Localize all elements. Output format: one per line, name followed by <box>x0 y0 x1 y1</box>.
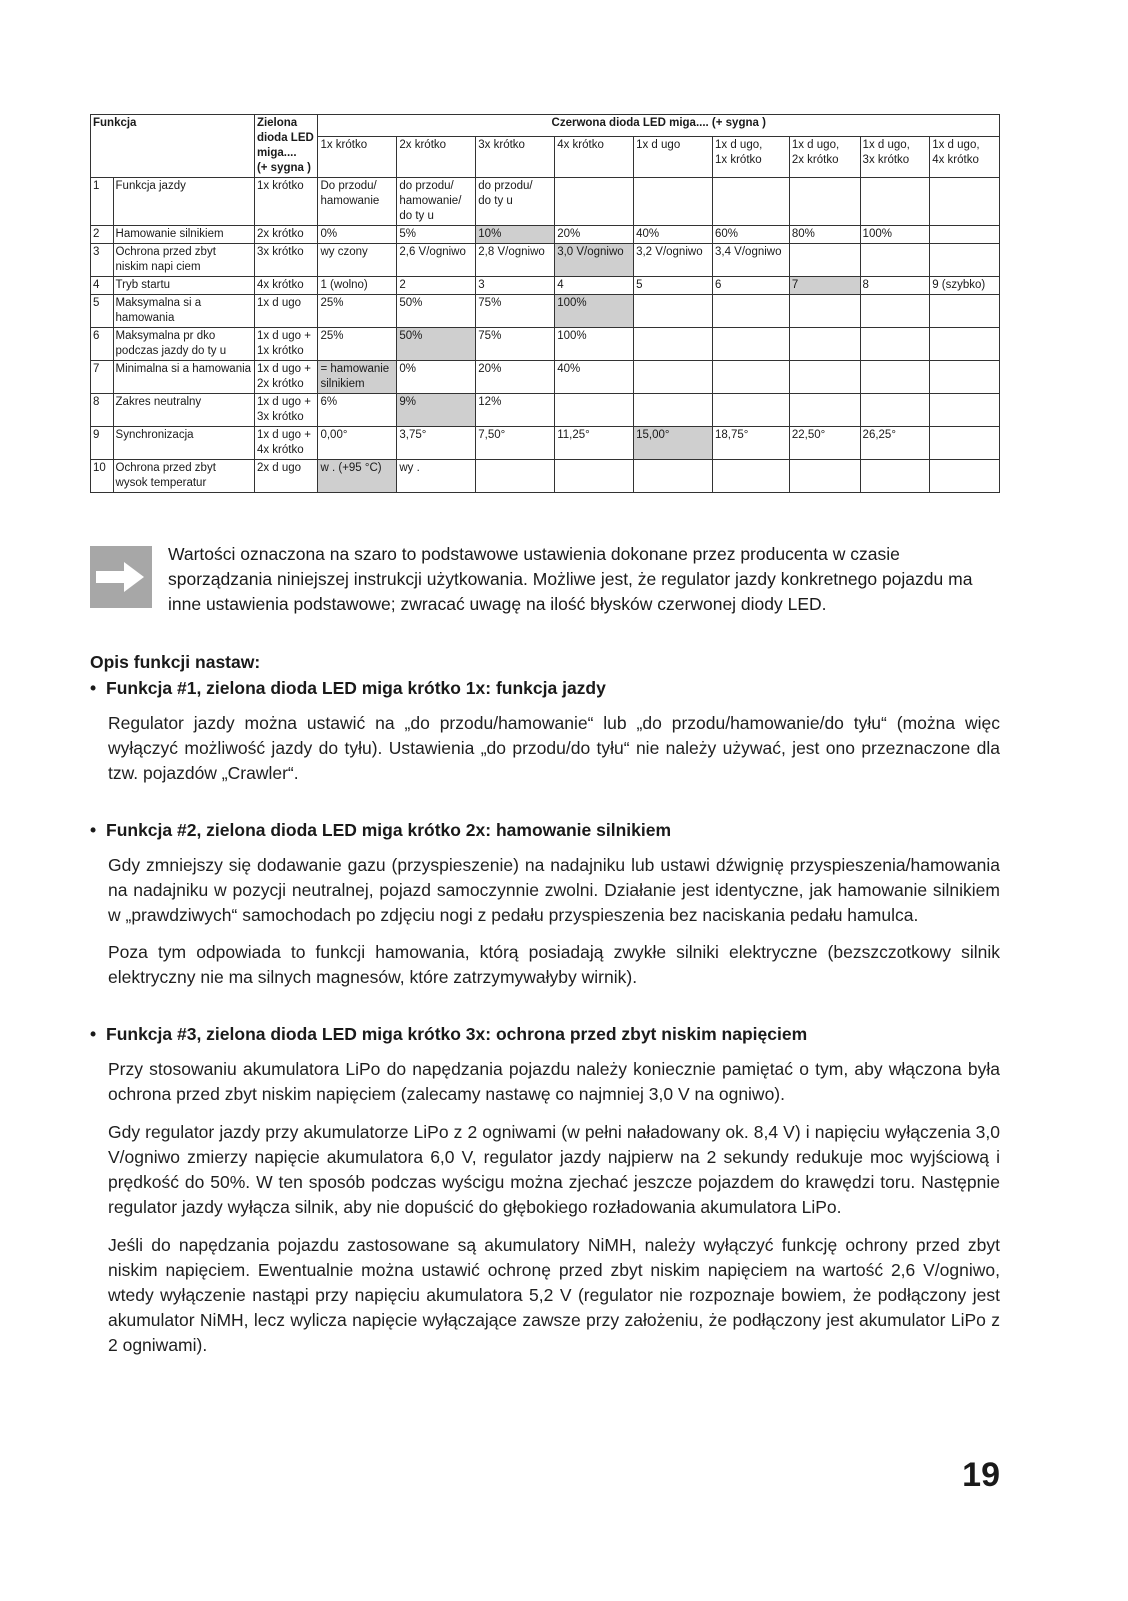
table-row <box>91 244 1000 277</box>
row-value: 15,00° <box>634 427 713 460</box>
row-value: 6 <box>713 277 790 295</box>
row-value: 3,4 V/ogniwo <box>713 244 790 277</box>
row-green-led: 1x d ugo + 2x krótko <box>254 361 318 394</box>
row-value: 11,25° <box>555 427 634 460</box>
row-value <box>860 460 930 493</box>
row-value <box>860 295 930 328</box>
row-value: 40% <box>555 361 634 394</box>
row-function-name: Ochrona przed zbyt niskim napi ciem <box>113 244 254 277</box>
row-value <box>930 295 1000 328</box>
row-value: 60% <box>713 226 790 244</box>
header-column: 2x krótko <box>397 137 476 178</box>
paragraph: Gdy zmniejszy się dodawanie gazu (przyspieszenie) na nadajniku lub ustawi dźwignię przyspieszenia/hamowania na nadajniku w pozycji neutralnej, pojazd samoczynnie zwolni. Działanie jest identyczne, jak hamowanie silnikiem w „prawdziwych“ samochodach po zdjęciu nogi z pedału przyspieszenia bez naciskania pedału hamulca. <box>108 855 1000 925</box>
row-value <box>860 361 930 394</box>
table-row <box>91 277 1000 295</box>
row-value: 20% <box>555 226 634 244</box>
paragraph: Przy stosowaniu akumulatora LiPo do napędzania pojazdu należy koniecznie pamiętać o tym, aby włączona była ochrona przed zbyt niskim napięciem (zalecamy nastawę co najmniej 3,0 V na ogniwo). <box>108 1059 1000 1104</box>
row-value: 10% <box>476 226 555 244</box>
row-value: 4 <box>555 277 634 295</box>
row-value: 3,0 V/ogniwo <box>555 244 634 277</box>
row-value: 75% <box>476 295 555 328</box>
row-value: 18,75° <box>713 427 790 460</box>
row-value <box>555 460 634 493</box>
row-value <box>555 394 634 427</box>
paragraph: Regulator jazdy można ustawić na „do przodu/hamowanie“ lub „do przodu/hamowanie/do tyłu“ (można więc wyłączyć możliwość jazdy do tyłu). Ustawienia „do przodu/do tyłu“ nie należy używać, jest ono przeznaczone dla tzw. pojazdów „Crawler“. <box>108 713 1000 783</box>
row-value <box>713 295 790 328</box>
header-column: 1x d ugo <box>634 137 713 178</box>
table-row <box>91 394 1000 427</box>
row-value <box>789 295 860 328</box>
row-green-led: 1x d ugo + 1x krótko <box>254 328 318 361</box>
row-function-name: Synchronizacja <box>113 427 254 460</box>
table-row <box>91 460 1000 493</box>
row-value: 2,6 V/ogniwo <box>397 244 476 277</box>
bullet-heading-2: • Funkcja #2, zielona dioda LED miga krótko 2x: hamowanie silnikiem <box>90 820 672 840</box>
row-value: 8 <box>860 277 930 295</box>
header-column: 1x d ugo, 3x krótko <box>860 137 930 178</box>
row-value <box>476 460 555 493</box>
row-value <box>634 460 713 493</box>
row-value <box>930 460 1000 493</box>
row-value: 25% <box>318 328 397 361</box>
settings-table <box>90 114 1000 493</box>
table-row <box>91 295 1000 328</box>
row-value <box>930 328 1000 361</box>
header-column: 1x d ugo, 1x krótko <box>713 137 790 178</box>
table-row <box>91 427 1000 460</box>
row-function-name: Zakres neutralny <box>113 394 254 427</box>
row-value <box>860 328 930 361</box>
row-value <box>713 178 790 226</box>
header-column: 1x d ugo, 2x krótko <box>789 137 860 178</box>
row-function-name: Ochrona przed zbyt wysok temperatur <box>113 460 254 493</box>
row-value: 75% <box>476 328 555 361</box>
row-number: 3 <box>91 244 114 277</box>
paragraph: Jeśli do napędzania pojazdu zastosowane są akumulatory NiMH, należy wyłączyć funkcję ochrony przed zbyt niskim napięciem. Ewentualnie można ustawić ochronę przed zbyt niskim napięciem na wartość 2,6 V/ogniwo, wtedy wyłączenie nastąpi przy napięciu akumulatora 5,2 V (regulator nie rozpoznaje bowiem, że podłączony jest akumulator NiMH, lecz wylicza napięcie wyłączające zawsze przy założeniu, że podłączony jest akumulator LiPo z 2 ogniwami). <box>108 1235 1000 1355</box>
row-value: 7,50° <box>476 427 555 460</box>
row-value <box>860 394 930 427</box>
row-green-led: 2x krótko <box>254 226 318 244</box>
row-value <box>713 460 790 493</box>
row-value <box>930 427 1000 460</box>
row-value: w . (+95 °C) <box>318 460 397 493</box>
row-function-name: Minimalna si a hamowania <box>113 361 254 394</box>
row-value: 1 (wolno) <box>318 277 397 295</box>
row-value: 12% <box>476 394 555 427</box>
row-value <box>555 178 634 226</box>
arrow-right-icon <box>90 546 152 608</box>
row-value <box>789 394 860 427</box>
row-green-led: 1x d ugo + 3x krótko <box>254 394 318 427</box>
row-green-led: 3x krótko <box>254 244 318 277</box>
row-value <box>634 295 713 328</box>
row-value: 80% <box>789 226 860 244</box>
row-function-name: Maksymalna si a hamowania <box>113 295 254 328</box>
row-value: 0% <box>318 226 397 244</box>
row-value <box>930 226 1000 244</box>
row-value: 9% <box>397 394 476 427</box>
row-function-name: Funkcja jazdy <box>113 178 254 226</box>
row-value: do przodu/ hamowanie/ do ty u <box>397 178 476 226</box>
row-value: wy . <box>397 460 476 493</box>
row-green-led: 1x d ugo <box>254 295 318 328</box>
row-number: 10 <box>91 460 114 493</box>
table-row <box>91 178 1000 226</box>
row-value <box>634 328 713 361</box>
row-value: 2 <box>397 277 476 295</box>
row-value: 20% <box>476 361 555 394</box>
row-function-name: Maksymalna pr dko podczas jazdy do ty u <box>113 328 254 361</box>
row-function-name: Hamowanie silnikiem <box>113 226 254 244</box>
row-value <box>713 394 790 427</box>
header-column: 1x d ugo, 4x krótko <box>930 137 1000 178</box>
table-row <box>91 226 1000 244</box>
row-number: 4 <box>91 277 114 295</box>
table-row <box>91 328 1000 361</box>
row-value: 40% <box>634 226 713 244</box>
row-value <box>789 361 860 394</box>
table-row <box>91 361 1000 394</box>
row-value: 25% <box>318 295 397 328</box>
paragraph: Gdy regulator jazdy przy akumulatorze LiPo z 2 ogniwami (w pełni naładowany ok. 8,4 V) i napięciu wyłączenia 3,0 V/ogniwo zmierzy napięcie akumulatora 6,0 V, regulator jazdy najpierw na 2 sekundy redukuje moc wyjściową i prędkość do 50%. W ten sposób podczas wyścigu można zjechać jeszcze pojazdem do krawędzi toru. Następnie regulator jazdy wyłącza silnik, aby nie dopuścić do głębokiego rozładowania akumulatora LiPo. <box>108 1122 1000 1217</box>
row-green-led: 1x krótko <box>254 178 318 226</box>
row-value: 3,75° <box>397 427 476 460</box>
bullet-heading-3: • Funkcja #3, zielona dioda LED miga krótko 3x: ochrona przed zbyt niskim napięciem <box>90 1024 808 1044</box>
note-text: Wartości oznaczona na szaro to podstawowe ustawienia dokonane przez producenta w czasie sporządzania niniejszej instrukcji użytkowania. Możliwe jest, że regulator jazdy konkretnego pojazdu ma inne ustawienia podstawowe; zwracać uwagę na ilość błysków czerwonej diody LED. <box>168 544 973 614</box>
paragraph: Poza tym odpowiada to funkcji hamowania, którą posiadają zwykłe silniki elektryczne (bezszczotkowy silnik elektryczny nie ma silnych magnesów, które zatrzymywałyby wirnik). <box>108 942 1000 987</box>
row-value: 6% <box>318 394 397 427</box>
row-value: wy czony <box>318 244 397 277</box>
row-value: 26,25° <box>860 427 930 460</box>
header-column: 3x krótko <box>476 137 555 178</box>
row-green-led: 1x d ugo + 4x krótko <box>254 427 318 460</box>
row-number: 7 <box>91 361 114 394</box>
header-column: 4x krótko <box>555 137 634 178</box>
row-function-name: Tryb startu <box>113 277 254 295</box>
header-zielona: Zielona dioda LED miga.... (+ sygna ) <box>254 115 318 178</box>
row-value: 100% <box>860 226 930 244</box>
row-value: 0% <box>397 361 476 394</box>
row-value: Do przodu/ hamowanie <box>318 178 397 226</box>
header-czerwona: Czerwona dioda LED miga.... (+ sygna ) <box>318 115 1000 137</box>
row-number: 9 <box>91 427 114 460</box>
row-value: 50% <box>397 328 476 361</box>
row-value <box>713 328 790 361</box>
row-value: 3 <box>476 277 555 295</box>
bullet-heading-1: • Funkcja #1, zielona dioda LED miga krótko 1x: funkcja jazdy <box>90 678 606 698</box>
table-header-row <box>91 115 1000 137</box>
row-green-led: 2x d ugo <box>254 460 318 493</box>
page-number: 19 <box>962 1456 1000 1494</box>
row-value <box>930 394 1000 427</box>
section-title: Opis funkcji nastaw: <box>90 652 261 672</box>
row-value <box>789 244 860 277</box>
row-value <box>860 244 930 277</box>
row-number: 6 <box>91 328 114 361</box>
row-number: 1 <box>91 178 114 226</box>
row-value: 5 <box>634 277 713 295</box>
row-value: 22,50° <box>789 427 860 460</box>
row-value <box>634 394 713 427</box>
row-value: 100% <box>555 295 634 328</box>
row-green-led: 4x krótko <box>254 277 318 295</box>
row-value <box>713 361 790 394</box>
row-value: 7 <box>789 277 860 295</box>
row-value: do przodu/ do ty u <box>476 178 555 226</box>
row-value <box>789 328 860 361</box>
row-number: 5 <box>91 295 114 328</box>
row-value: 2,8 V/ogniwo <box>476 244 555 277</box>
row-value <box>860 178 930 226</box>
row-value <box>634 178 713 226</box>
header-column: 1x krótko <box>318 137 397 178</box>
row-value <box>930 178 1000 226</box>
row-value <box>930 361 1000 394</box>
row-number: 2 <box>91 226 114 244</box>
row-number: 8 <box>91 394 114 427</box>
row-value <box>789 460 860 493</box>
row-value <box>930 244 1000 277</box>
row-value: 5% <box>397 226 476 244</box>
row-value: 100% <box>555 328 634 361</box>
row-value: 50% <box>397 295 476 328</box>
row-value: 9 (szybko) <box>930 277 1000 295</box>
row-value: 3,2 V/ogniwo <box>634 244 713 277</box>
header-funkcja: Funkcja <box>91 115 255 178</box>
row-value: 0,00° <box>318 427 397 460</box>
row-value: = hamowanie silnikiem <box>318 361 397 394</box>
row-value <box>789 178 860 226</box>
row-value <box>634 361 713 394</box>
